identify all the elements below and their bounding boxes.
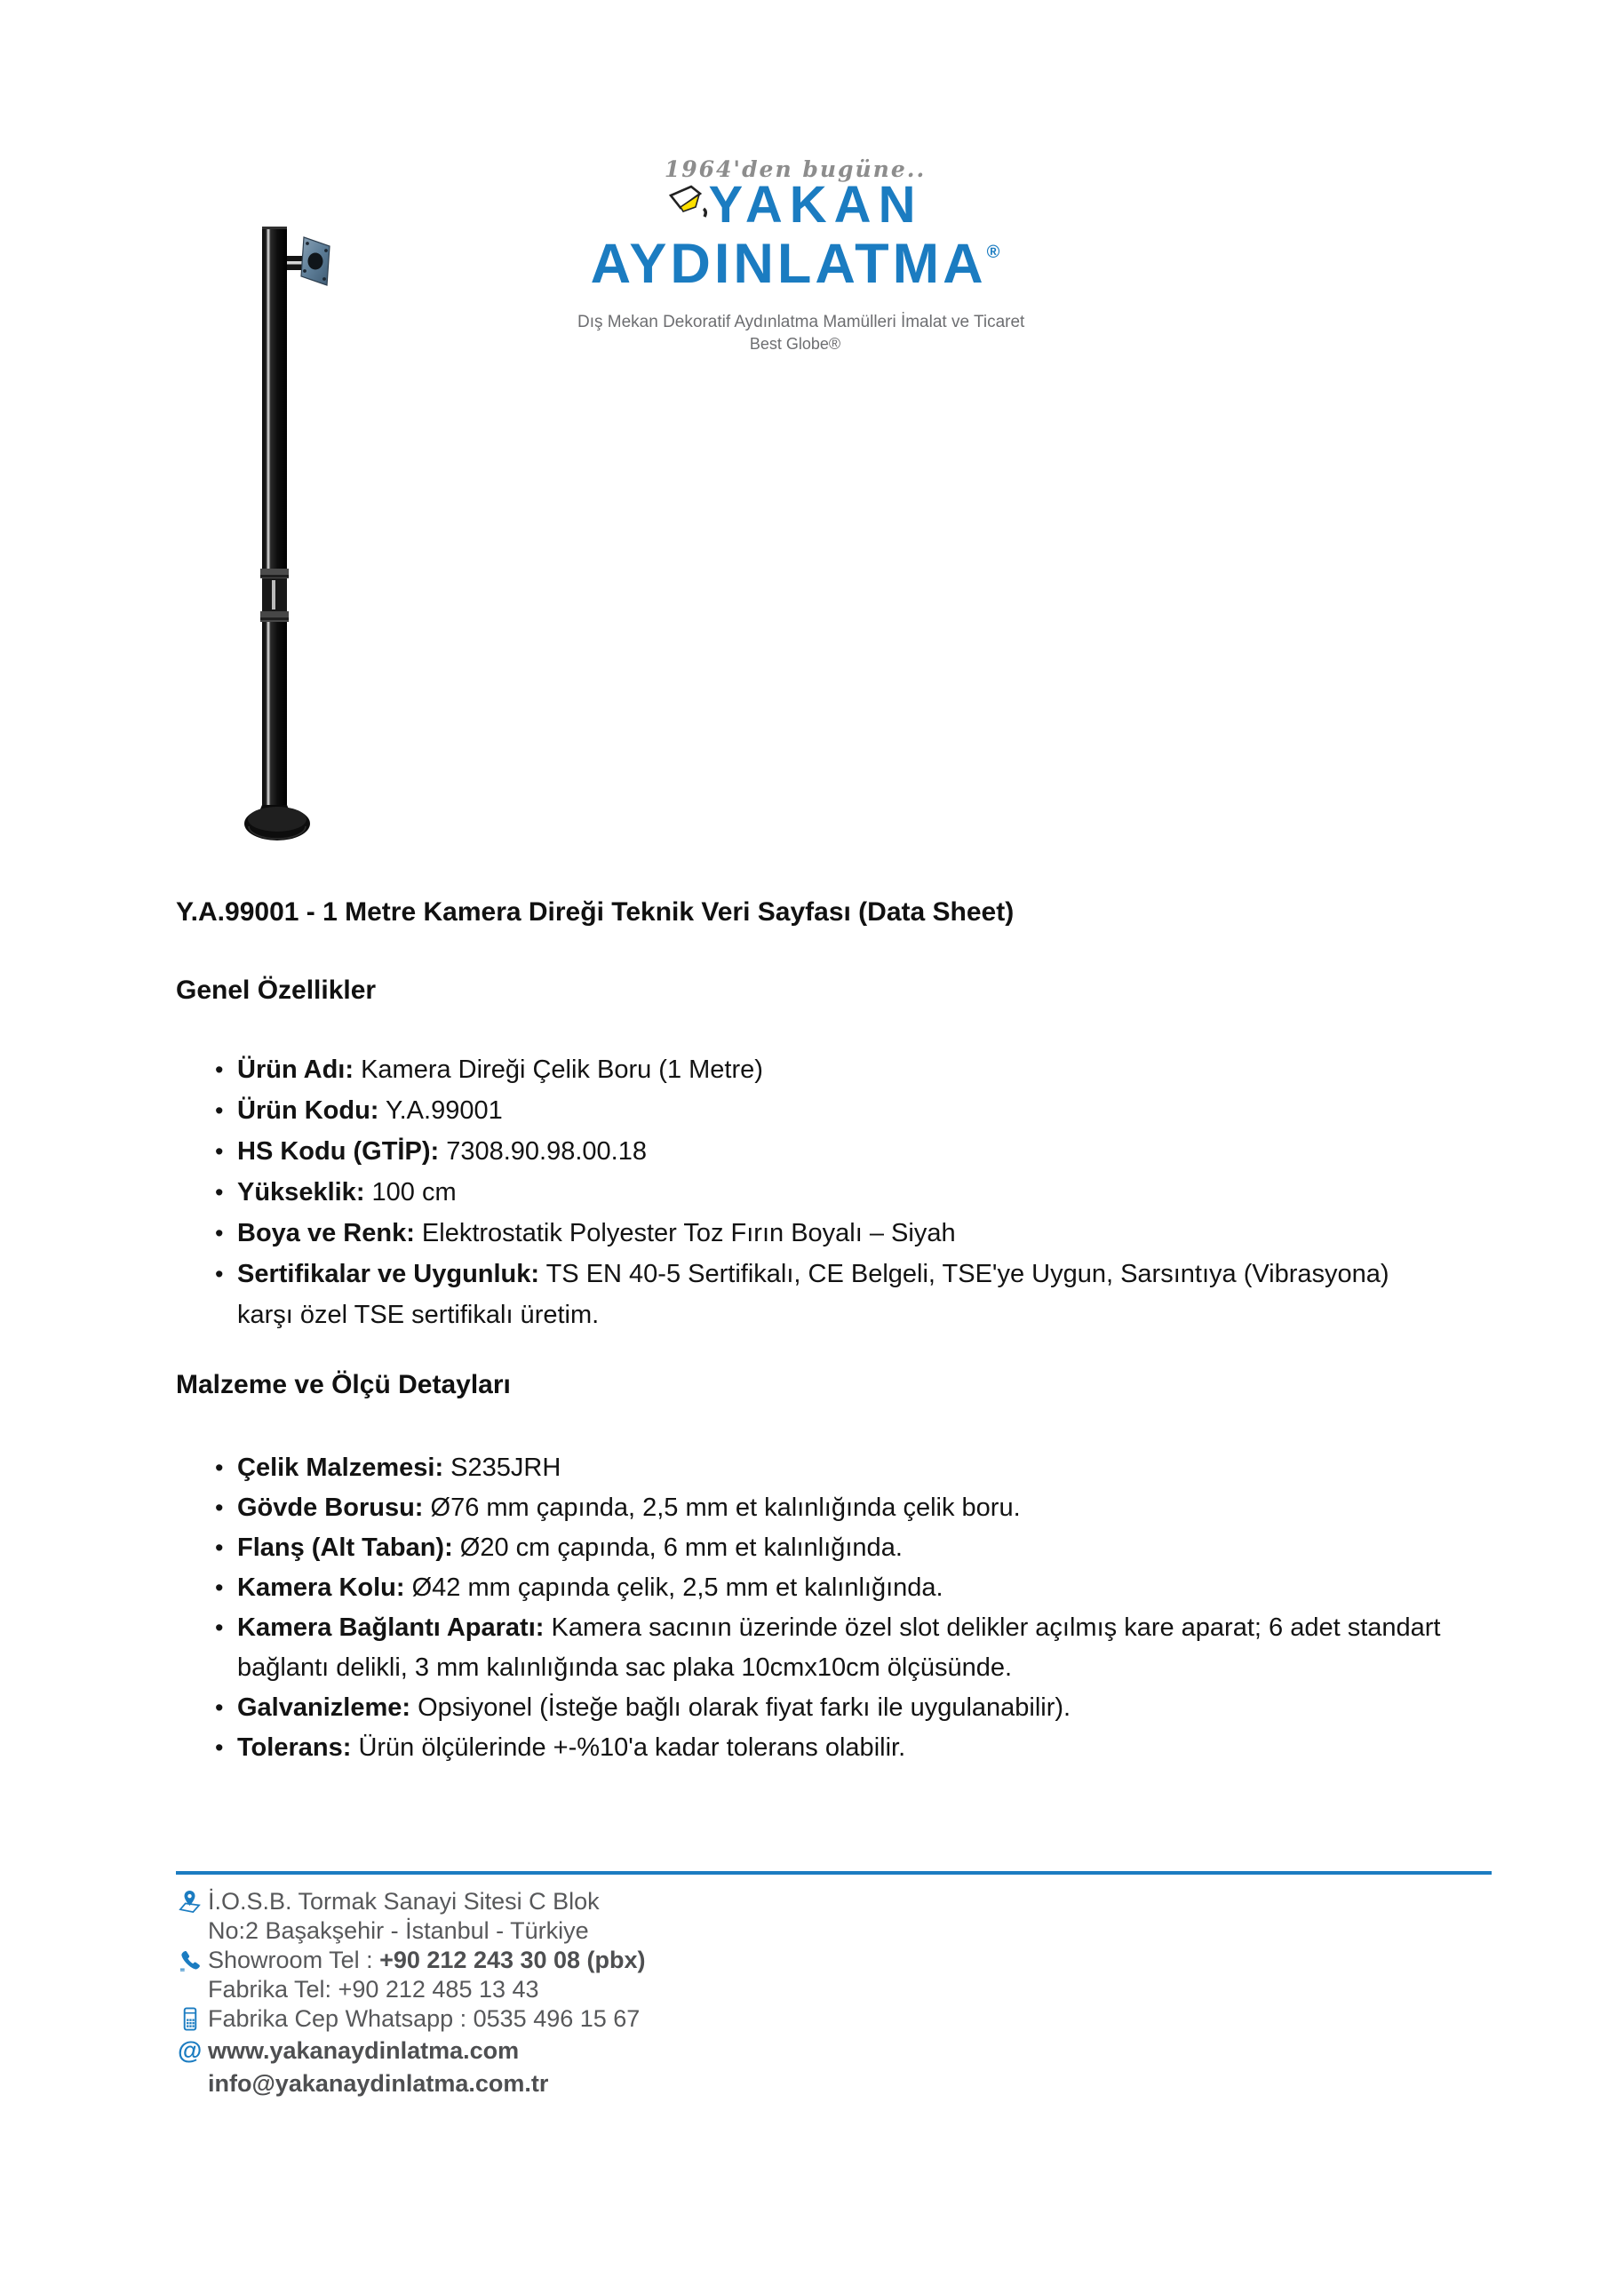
spec-label: HS Kodu (GTİP): [237,1137,440,1166]
showroom-phone-number: +90 212 243 30 08 (pbx) [379,1947,646,1973]
base-flange [244,805,310,840]
website-text: www.yakanaydinlatma.com [208,2037,520,2064]
list-item [176,1090,1448,1131]
footer-text: Showroom Tel : +90 212 243 30 08 (pbx) [208,1947,646,1973]
spec-label: Gövde Borusu: [237,1493,424,1522]
list-item [176,1608,1448,1688]
company-logo [577,156,1025,353]
logo-slogan: 1964'den bugüne.. [664,156,927,182]
page-title: Y.A.99001 - 1 Metre Kamera Direği Teknik Veri Sayfası (Data Sheet) [176,897,1015,927]
spec-value: Ø20 cm çapında, 6 mm et kalınlığında. [452,1533,903,1562]
spec-label: Yükseklik: [237,1178,365,1207]
list-item [176,1528,1448,1568]
pole-body [262,227,287,824]
brand-name-bottom: AYDINLATMA [590,233,987,295]
list-item [176,1728,1448,1768]
spec-value: Opsiyonel (İsteğe bağlı olarak fiyat farkı ile uygulanabilir). [410,1693,1071,1722]
spec-label: Çelik Malzemesi: [237,1454,444,1482]
spec-value: 100 cm [364,1178,457,1207]
spec-label: Tolerans: [237,1733,352,1762]
footer-whatsapp [178,2004,646,2034]
list-item [176,1172,1448,1213]
brand-name-top: YAKAN [708,176,923,234]
phone-icon [178,1946,208,1975]
footer-divider [176,1871,1492,1875]
spec-label: Sertifikalar ve Uygunluk: [237,1260,540,1288]
list-item [176,1254,1448,1335]
registered-mark: ® [986,243,1000,262]
footer-contact [178,1887,646,2099]
list-item [176,1568,1448,1608]
pole-clamp-detail [260,569,289,622]
list-item [176,1448,1448,1488]
spec-label: Ürün Adı: [237,1055,354,1084]
camera-mount-plate [301,237,330,285]
spec-value: Ø76 mm çapında, 2,5 mm et kalınlığında çelik boru. [423,1493,1021,1522]
at-sign-icon: @ [178,2035,203,2064]
logo-subtitle: Dış Mekan Dekoratif Aydınlatma Mamülleri İmalat ve Ticaret [577,313,1025,331]
list-item [176,1131,1448,1172]
spec-label: Galvanizleme: [237,1693,411,1722]
footer-email [178,2068,646,2099]
footer-text: Fabrika Cep Whatsapp : 0535 496 15 67 [208,2005,641,2032]
spec-value: Ürün ölçülerinde +-%10'a kadar tolerans olabilir. [351,1733,906,1762]
spec-value: Kamera sacının üzerinde özel slot delikler açılmış kare aparat; 6 adet standart bağlantı delikli, 3 mm kalınlığında sac plaka 10cmx10cm ölçüsünde. [237,1613,1441,1682]
email-text: info@yakanaydinlatma.com.tr [208,2070,549,2097]
general-specs-list [176,1049,1448,1335]
material-specs-list [176,1448,1448,1768]
product-photo-camera-pole [238,220,336,847]
list-item [176,1213,1448,1254]
footer-icon-spacer [178,1916,208,1946]
spec-value: TS EN 40-5 Sertifikalı, CE Belgeli, TSE'ye Uygun, Sarsıntıya (Vibrasyona) karşı özel TSE sertifikalı üretim. [237,1260,1389,1329]
footer-icon-spacer [178,1975,208,2004]
spec-value: S235JRH [443,1454,561,1482]
spec-label: Ürün Kodu: [237,1096,379,1125]
spec-value: Y.A.99001 [378,1096,503,1125]
spec-value: Elektrostatik Polyester Toz Fırın Boyalı – Siyah [414,1219,956,1247]
spec-label: Boya ve Renk: [237,1219,415,1247]
spec-value: Kamera Direği Çelik Boru (1 Metre) [354,1055,763,1084]
lamp-icon [668,185,707,219]
footer-text: İ.O.S.B. Tormak Sanayi Sitesi C Blok [208,1888,600,1915]
footer-text: Fabrika Tel: +90 212 485 13 43 [208,1976,539,2003]
list-item [176,1688,1448,1728]
spec-value: Ø42 mm çapında çelik, 2,5 mm et kalınlığında. [404,1573,943,1602]
spec-value: 7308.90.98.00.18 [439,1137,647,1166]
map-pin-icon [178,1887,208,1916]
footer-showroom-tel [178,1946,646,1975]
section-heading-malzeme-olcu: Malzeme ve Ölçü Detayları [176,1370,511,1399]
list-item [176,1049,1448,1090]
list-item [176,1488,1448,1528]
section-heading-genel-ozellikler: Genel Özellikler [176,976,377,1005]
footer-icon-spacer [178,2068,208,2098]
footer-website [178,2035,646,2067]
footer-address-line1 [178,1887,646,1916]
logo-best-globe: Best Globe® [749,335,841,353]
spec-label: Kamera Bağlantı Aparatı: [237,1613,545,1642]
footer-address-line2 [178,1916,646,1946]
mobile-phone-icon [178,2004,208,2034]
footer-fabrika-tel [178,1975,646,2004]
spec-label: Kamera Kolu: [237,1573,405,1602]
spec-label: Flanş (Alt Taban): [237,1533,453,1562]
footer-text: No:2 Başakşehir - İstanbul - Türkiye [208,1917,589,1944]
